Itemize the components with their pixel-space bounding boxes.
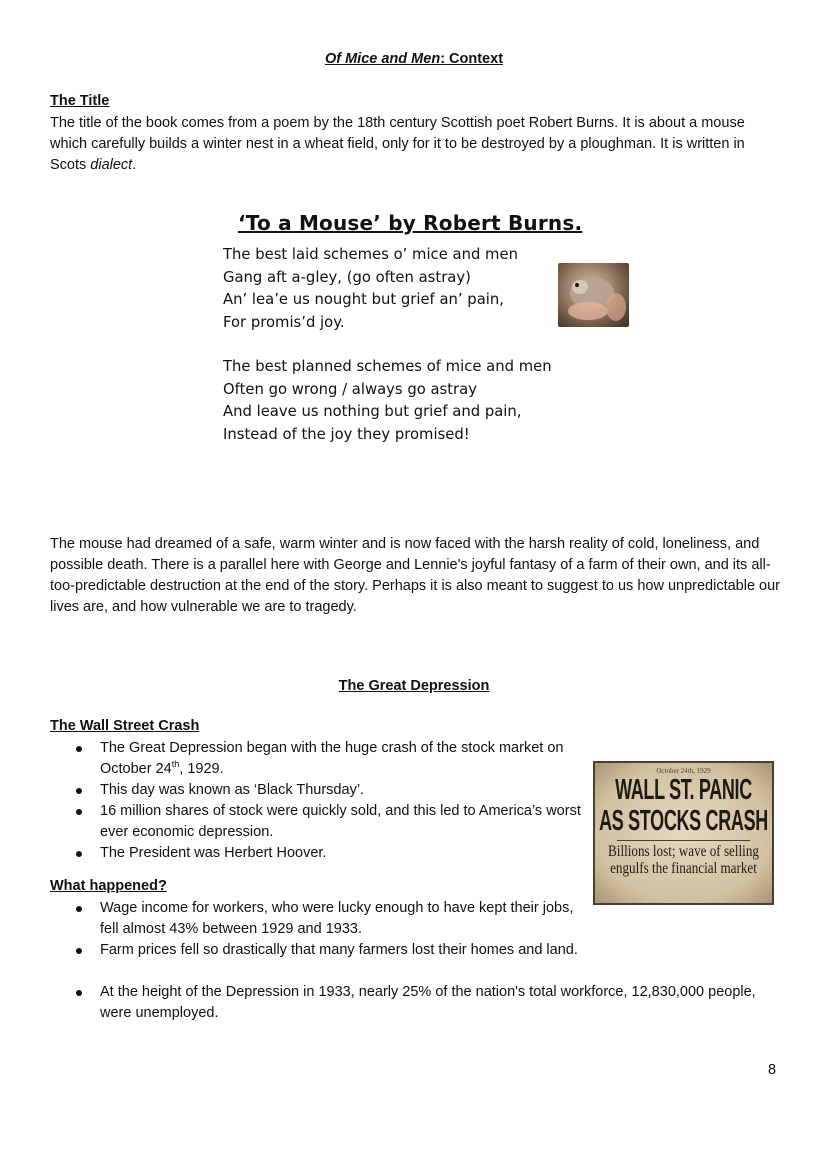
newspaper-headline: WALL ST. PANIC	[615, 774, 752, 806]
the-title-heading: The Title	[50, 93, 110, 109]
list-item: The President was Herbert Hoover.	[50, 843, 590, 864]
poem-line: Gang aft a-gley, (go often astray)	[223, 268, 471, 286]
poem-line: The best laid schemes o’ mice and men	[223, 246, 518, 263]
newspaper-subheadline: engulfs the financial market	[610, 860, 757, 877]
list-item: This day was known as ‘Black Thursday’.	[50, 780, 590, 801]
newspaper-rule	[617, 840, 750, 841]
mouse-photo	[558, 263, 629, 327]
poem-line: An’ lea’e us nought but grief an’ pain,	[223, 291, 504, 308]
list-item: The Great Depression began with the huge crash of the stock market on October 24th, 1929.	[50, 738, 590, 780]
poem-original-stanza	[223, 244, 518, 334]
poem-line: For promis’d joy.	[223, 313, 345, 331]
happened-bullet-list-b	[50, 982, 785, 1024]
list-item: Wage income for workers, who were lucky enough to have kept their jobs, fell almost 43% between 1929 and 1933.	[50, 898, 590, 940]
wall-street-crash-heading: The Wall Street Crash	[50, 718, 200, 734]
mouse-paragraph: The mouse had dreamed of a safe, warm winter and is now faced with the harsh reality of cold, loneliness, and possible death. There is a parallel here with George and Lennie's joyful fantasy of a farm of their own, and its all-too-predictable destruction at the end of the story. Perhaps it is also meant to suggest to us how unpredictable our lives are, and how vulnerable we are to tragedy.	[50, 536, 780, 615]
page-number: 8	[768, 1062, 777, 1078]
crash-bullet-list	[50, 738, 590, 864]
poem-line: The best planned schemes of mice and men	[223, 358, 552, 375]
list-item: At the height of the Depression in 1933, nearly 25% of the nation's total workforce, 12,830,000 people, were unemployed.	[50, 982, 785, 1024]
list-item: Farm prices fell so drastically that many farmers lost their homes and land.	[50, 940, 590, 961]
poem-line: Often go wrong / always go astray	[223, 380, 477, 398]
poem-line: And leave us nothing but grief and pain,	[223, 403, 522, 420]
list-item: 16 million shares of stock were quickly sold, and this led to America’s worst ever economic depression.	[50, 801, 590, 843]
the-title-paragraph: The title of the book comes from a poem by the 18th century Scottish poet Robert Burns. It is about a mouse which carefully builds a winter nest in a wheat field, only for it to be destroyed by a ploughman. It is written in Scots dialect.	[50, 115, 745, 173]
newspaper-headline: AS STOCKS CRASH	[599, 805, 768, 837]
poem-line: Instead of the joy they promised!	[223, 425, 470, 443]
newspaper-subheadline: Billions lost; wave of selling	[608, 843, 759, 860]
happened-bullet-list-a	[50, 898, 590, 961]
newspaper-headline-image	[593, 761, 774, 905]
poem-title: ‘To a Mouse’ by Robert Burns.	[238, 211, 583, 235]
what-happened-heading: What happened?	[50, 878, 167, 894]
great-depression-heading: The Great Depression	[338, 678, 490, 694]
newspaper-date: October 24th, 1929	[656, 767, 711, 775]
document-title: Of Mice and Men: Context	[324, 51, 504, 67]
poem-translation-stanza	[223, 356, 552, 446]
